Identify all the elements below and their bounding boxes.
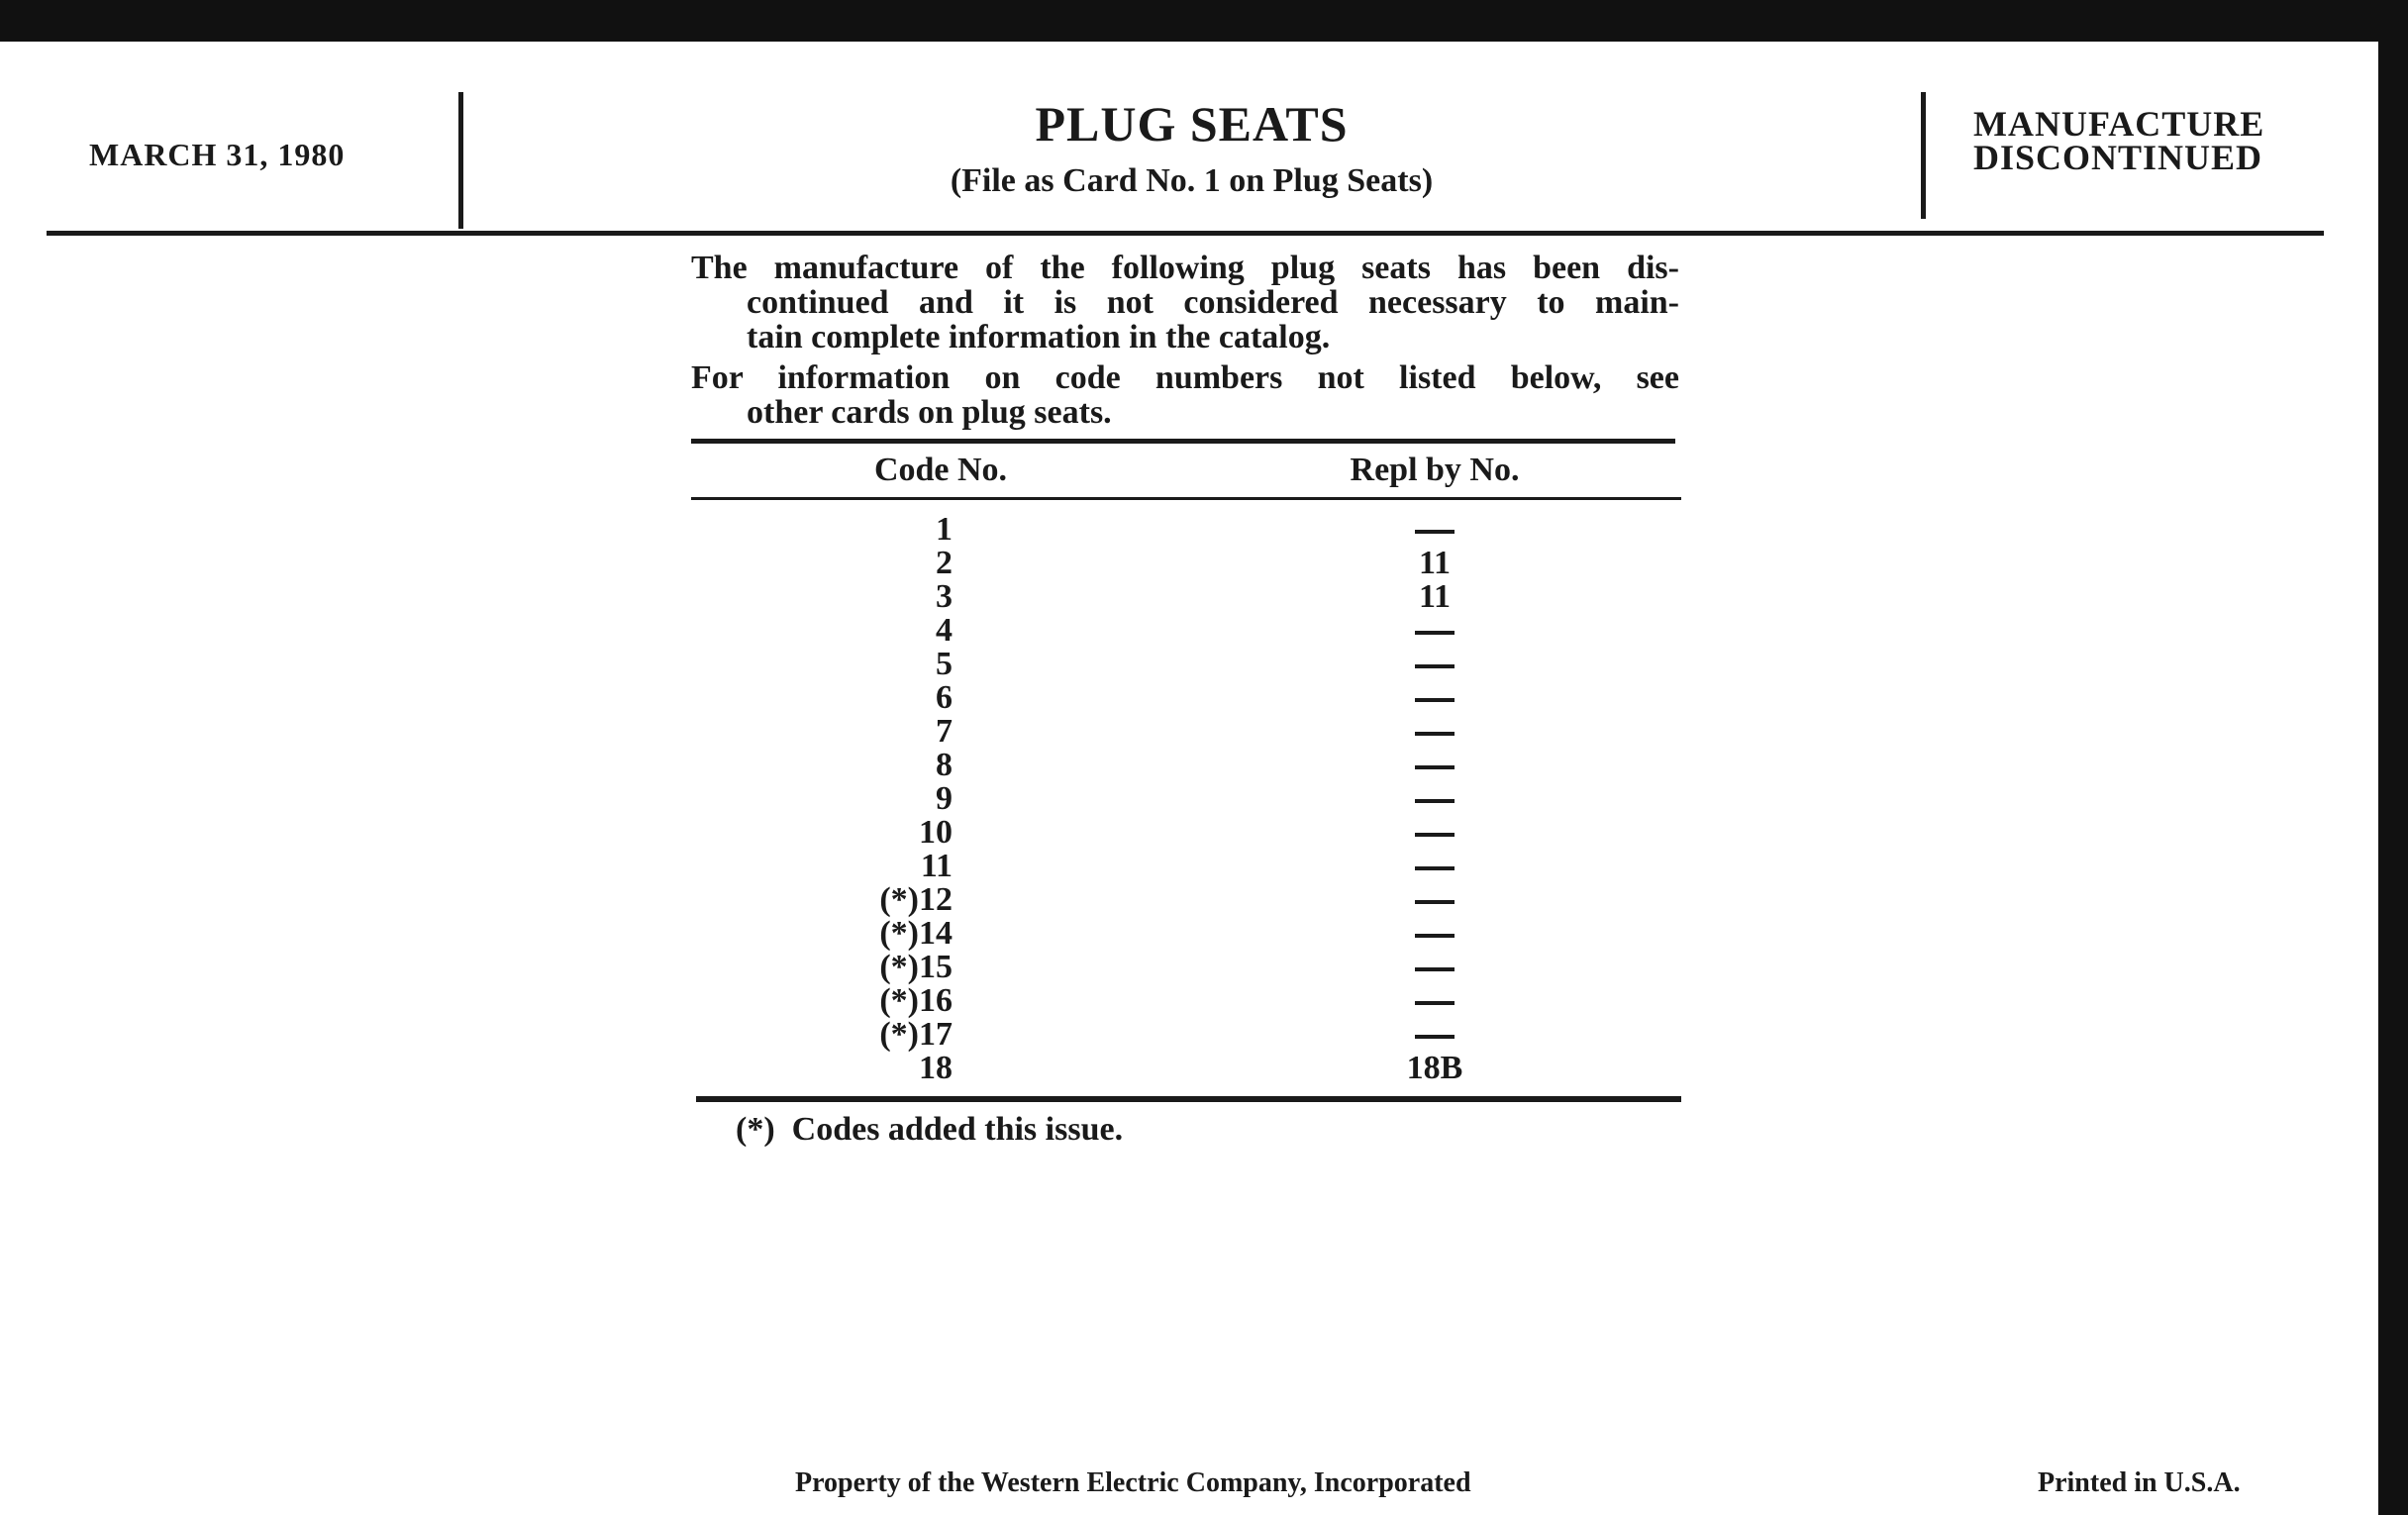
table-row-code: (*)12 [879,881,953,918]
table-row-code: 7 [936,713,953,750]
text-line: For information on code numbers not listed below, see [691,359,1679,396]
dash-mark [1415,765,1455,769]
dash-mark [1415,967,1455,971]
dash-mark [1415,799,1455,803]
table-row-repl: 11 [1418,545,1452,581]
table-bottom-rule [696,1096,1681,1102]
table-row-code: 3 [936,578,953,615]
page-subtitle: (File as Card No. 1 on Plug Seats) [950,162,1434,199]
footer-property: Property of the Western Electric Company, Incorporated [795,1467,1471,1498]
table-header-rule [691,497,1681,500]
table-row-repl [1336,984,1534,1018]
status-label [1973,104,2265,177]
intro-paragraph-1 [691,251,1679,354]
table-row-code: (*)16 [879,982,953,1019]
table-row-code: 6 [936,679,953,716]
table-row-code: (*)15 [879,949,953,985]
table-row-repl [1336,883,1534,917]
table-row-code: 8 [936,747,953,783]
table-row-repl [1336,951,1534,984]
table-row-repl [1336,816,1534,850]
table-row-repl [1336,1018,1534,1052]
dash-mark [1415,698,1455,702]
dash-mark [1415,900,1455,904]
table-row-code: 18 [919,1050,953,1086]
table-footnote: (*) Codes added this issue. [736,1111,1124,1148]
text-line: The manufacture of the following plug seats has been dis- [691,250,1679,286]
table-row-repl: 18B [1406,1050,1463,1086]
table-row-repl [1336,782,1534,816]
table-row-repl [1336,917,1534,951]
table-row-repl [1336,648,1534,681]
table-row-repl [1336,749,1534,782]
issue-date: MARCH 31, 1980 [89,137,346,172]
column-header-repl: Repl by No. [1350,452,1520,488]
table-row-repl [1336,681,1534,715]
column-header-code: Code No. [873,452,1008,488]
dash-mark [1415,934,1455,938]
status-line-1: MANUFACTURE [1973,104,2265,144]
text-line: tain complete information in the catalog. [747,319,1331,355]
scan-border-right [2378,0,2408,1515]
dash-mark [1415,1035,1455,1039]
table-top-rule [691,439,1675,444]
text-line: other cards on plug seats. [747,394,1112,431]
repl-column [1336,513,1534,1085]
dash-mark [1415,732,1455,736]
table-row-code: (*)17 [879,1016,953,1053]
table-row-code: 10 [919,814,953,851]
scan-border-top [0,0,2408,42]
table-row-code: 2 [936,545,953,581]
table-row-repl [1336,715,1534,749]
dash-mark [1415,866,1455,870]
table-row-repl [1336,513,1534,547]
code-column [792,513,953,1085]
table-row-repl: 11 [1418,578,1452,615]
table-row-code: (*)14 [879,915,953,952]
dash-mark [1415,1001,1455,1005]
footer-printed: Printed in U.S.A. [2038,1467,2241,1498]
table-row-code: 5 [936,646,953,682]
page-title: PLUG SEATS [1035,96,1349,152]
header-rule [47,231,2324,236]
header-divider-right [1921,92,1926,219]
dash-mark [1415,664,1455,668]
intro-paragraph-2 [691,360,1679,430]
table-row-repl [1336,850,1534,883]
dash-mark [1415,631,1455,635]
dash-mark [1415,833,1455,837]
table-row-repl [1336,614,1534,648]
table-row-code: 4 [936,612,953,649]
table-row-code: 1 [936,511,953,548]
table-row-code: 11 [920,848,953,884]
status-line-2: DISCONTINUED [1973,138,2263,177]
dash-mark [1415,530,1455,534]
table-row-code: 9 [936,780,953,817]
text-line: continued and it is not considered necessary to main- [747,284,1679,321]
